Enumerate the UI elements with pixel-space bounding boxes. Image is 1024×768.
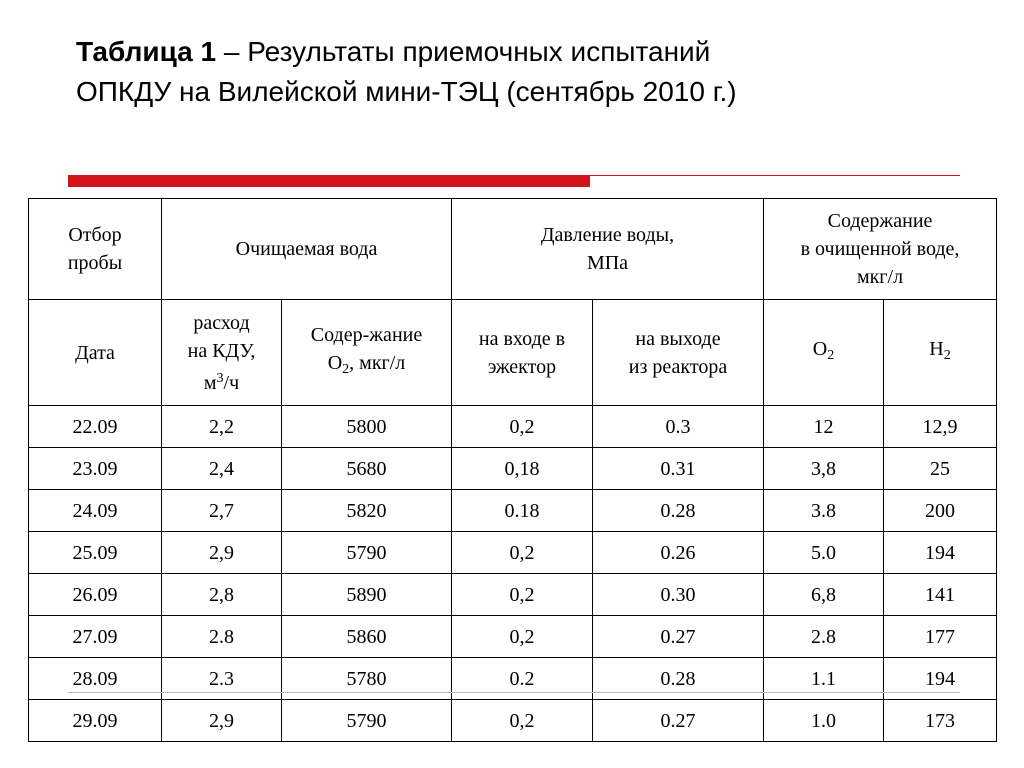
cell-inlet: 0,2 [452,532,593,574]
cell-o2: 3,8 [764,448,884,490]
cell-flow: 2,2 [162,406,282,448]
cell-o2-content: 5890 [282,574,452,616]
cell-o2-content: 5680 [282,448,452,490]
cell-outlet: 0.3 [593,406,764,448]
cell-inlet: 0.2 [452,658,593,700]
cell-flow: 2.8 [162,616,282,658]
title-line2: ОПКДУ на Вилейской мини-ТЭЦ (сентябрь 2010 г.) [76,76,737,107]
cell-h2: 173 [884,700,997,742]
table-row [29,616,997,658]
cell-h2: 177 [884,616,997,658]
cell-outlet: 0.31 [593,448,764,490]
cell-o2: 2.8 [764,616,884,658]
title-dash: – [216,36,248,67]
cell-o2-content: 5800 [282,406,452,448]
header-o2-content: Содер-жание $O_2$, мкг/л [282,300,452,406]
table-row [29,490,997,532]
cell-outlet: 0.28 [593,490,764,532]
cell-date: 22.09 [29,406,162,448]
title-line1: Результаты приемочных испытаний [247,36,711,67]
cell-h2: 194 [884,532,997,574]
cell-h2: 200 [884,490,997,532]
header-row-2 [29,300,997,406]
header-content: Содержание в очищенной воде, мкг/л [764,199,997,300]
table-row [29,658,997,700]
cell-o2: 6,8 [764,574,884,616]
table-row [29,532,997,574]
cell-outlet: 0.26 [593,532,764,574]
table-row [29,700,997,742]
table-row [29,574,997,616]
header-purified-water: Очищаемая вода [162,199,452,300]
cell-flow: 2,7 [162,490,282,532]
cell-flow: 2,8 [162,574,282,616]
cell-inlet: 0,18 [452,448,593,490]
background-guide-line [68,692,960,693]
cell-h2: 25 [884,448,997,490]
red-divider-thin-line [590,175,960,176]
cell-h2: 194 [884,658,997,700]
cell-flow: 2.3 [162,658,282,700]
table-row [29,406,997,448]
cell-o2-content: 5790 [282,700,452,742]
header-row-1 [29,199,997,300]
cell-inlet: 0,2 [452,700,593,742]
header-inlet: на входе в эжектор [452,300,593,406]
title-table-number: Таблица 1 [76,36,217,67]
header-o2: $O_2$ [764,300,884,406]
cell-h2: 141 [884,574,997,616]
cell-inlet: 0.18 [452,490,593,532]
cell-o2: 12 [764,406,884,448]
cell-outlet: 0.28 [593,658,764,700]
cell-o2: 3.8 [764,490,884,532]
cell-o2-content: 5820 [282,490,452,532]
cell-o2-content: 5780 [282,658,452,700]
header-water-pressure: Давление воды, МПа [452,199,764,300]
cell-o2: 1.1 [764,658,884,700]
header-outlet: на выходе из реактора [593,300,764,406]
red-divider-bar [68,175,590,187]
results-table [28,198,997,742]
cell-flow: 2,4 [162,448,282,490]
slide-title [76,32,976,112]
table-row [29,448,997,490]
cell-flow: 2,9 [162,700,282,742]
cell-inlet: 0,2 [452,406,593,448]
cell-outlet: 0.27 [593,700,764,742]
cell-date: 26.09 [29,574,162,616]
cell-outlet: 0.30 [593,574,764,616]
cell-h2: 12,9 [884,406,997,448]
cell-date: 25.09 [29,532,162,574]
header-sampling: Отбор пробы [29,199,162,300]
cell-flow: 2,9 [162,532,282,574]
cell-o2-content: 5860 [282,616,452,658]
cell-date: 23.09 [29,448,162,490]
cell-date: 29.09 [29,700,162,742]
cell-inlet: 0,2 [452,616,593,658]
cell-o2-content: 5790 [282,532,452,574]
cell-outlet: 0.27 [593,616,764,658]
cell-o2: 5.0 [764,532,884,574]
header-flow: расход на КДУ, $м^3/ч$ [162,300,282,406]
cell-inlet: 0,2 [452,574,593,616]
header-h2: $H_2$ [884,300,997,406]
cell-o2: 1.0 [764,700,884,742]
cell-date: 28.09 [29,658,162,700]
header-date: Дата [29,300,162,406]
cell-date: 27.09 [29,616,162,658]
cell-date: 24.09 [29,490,162,532]
